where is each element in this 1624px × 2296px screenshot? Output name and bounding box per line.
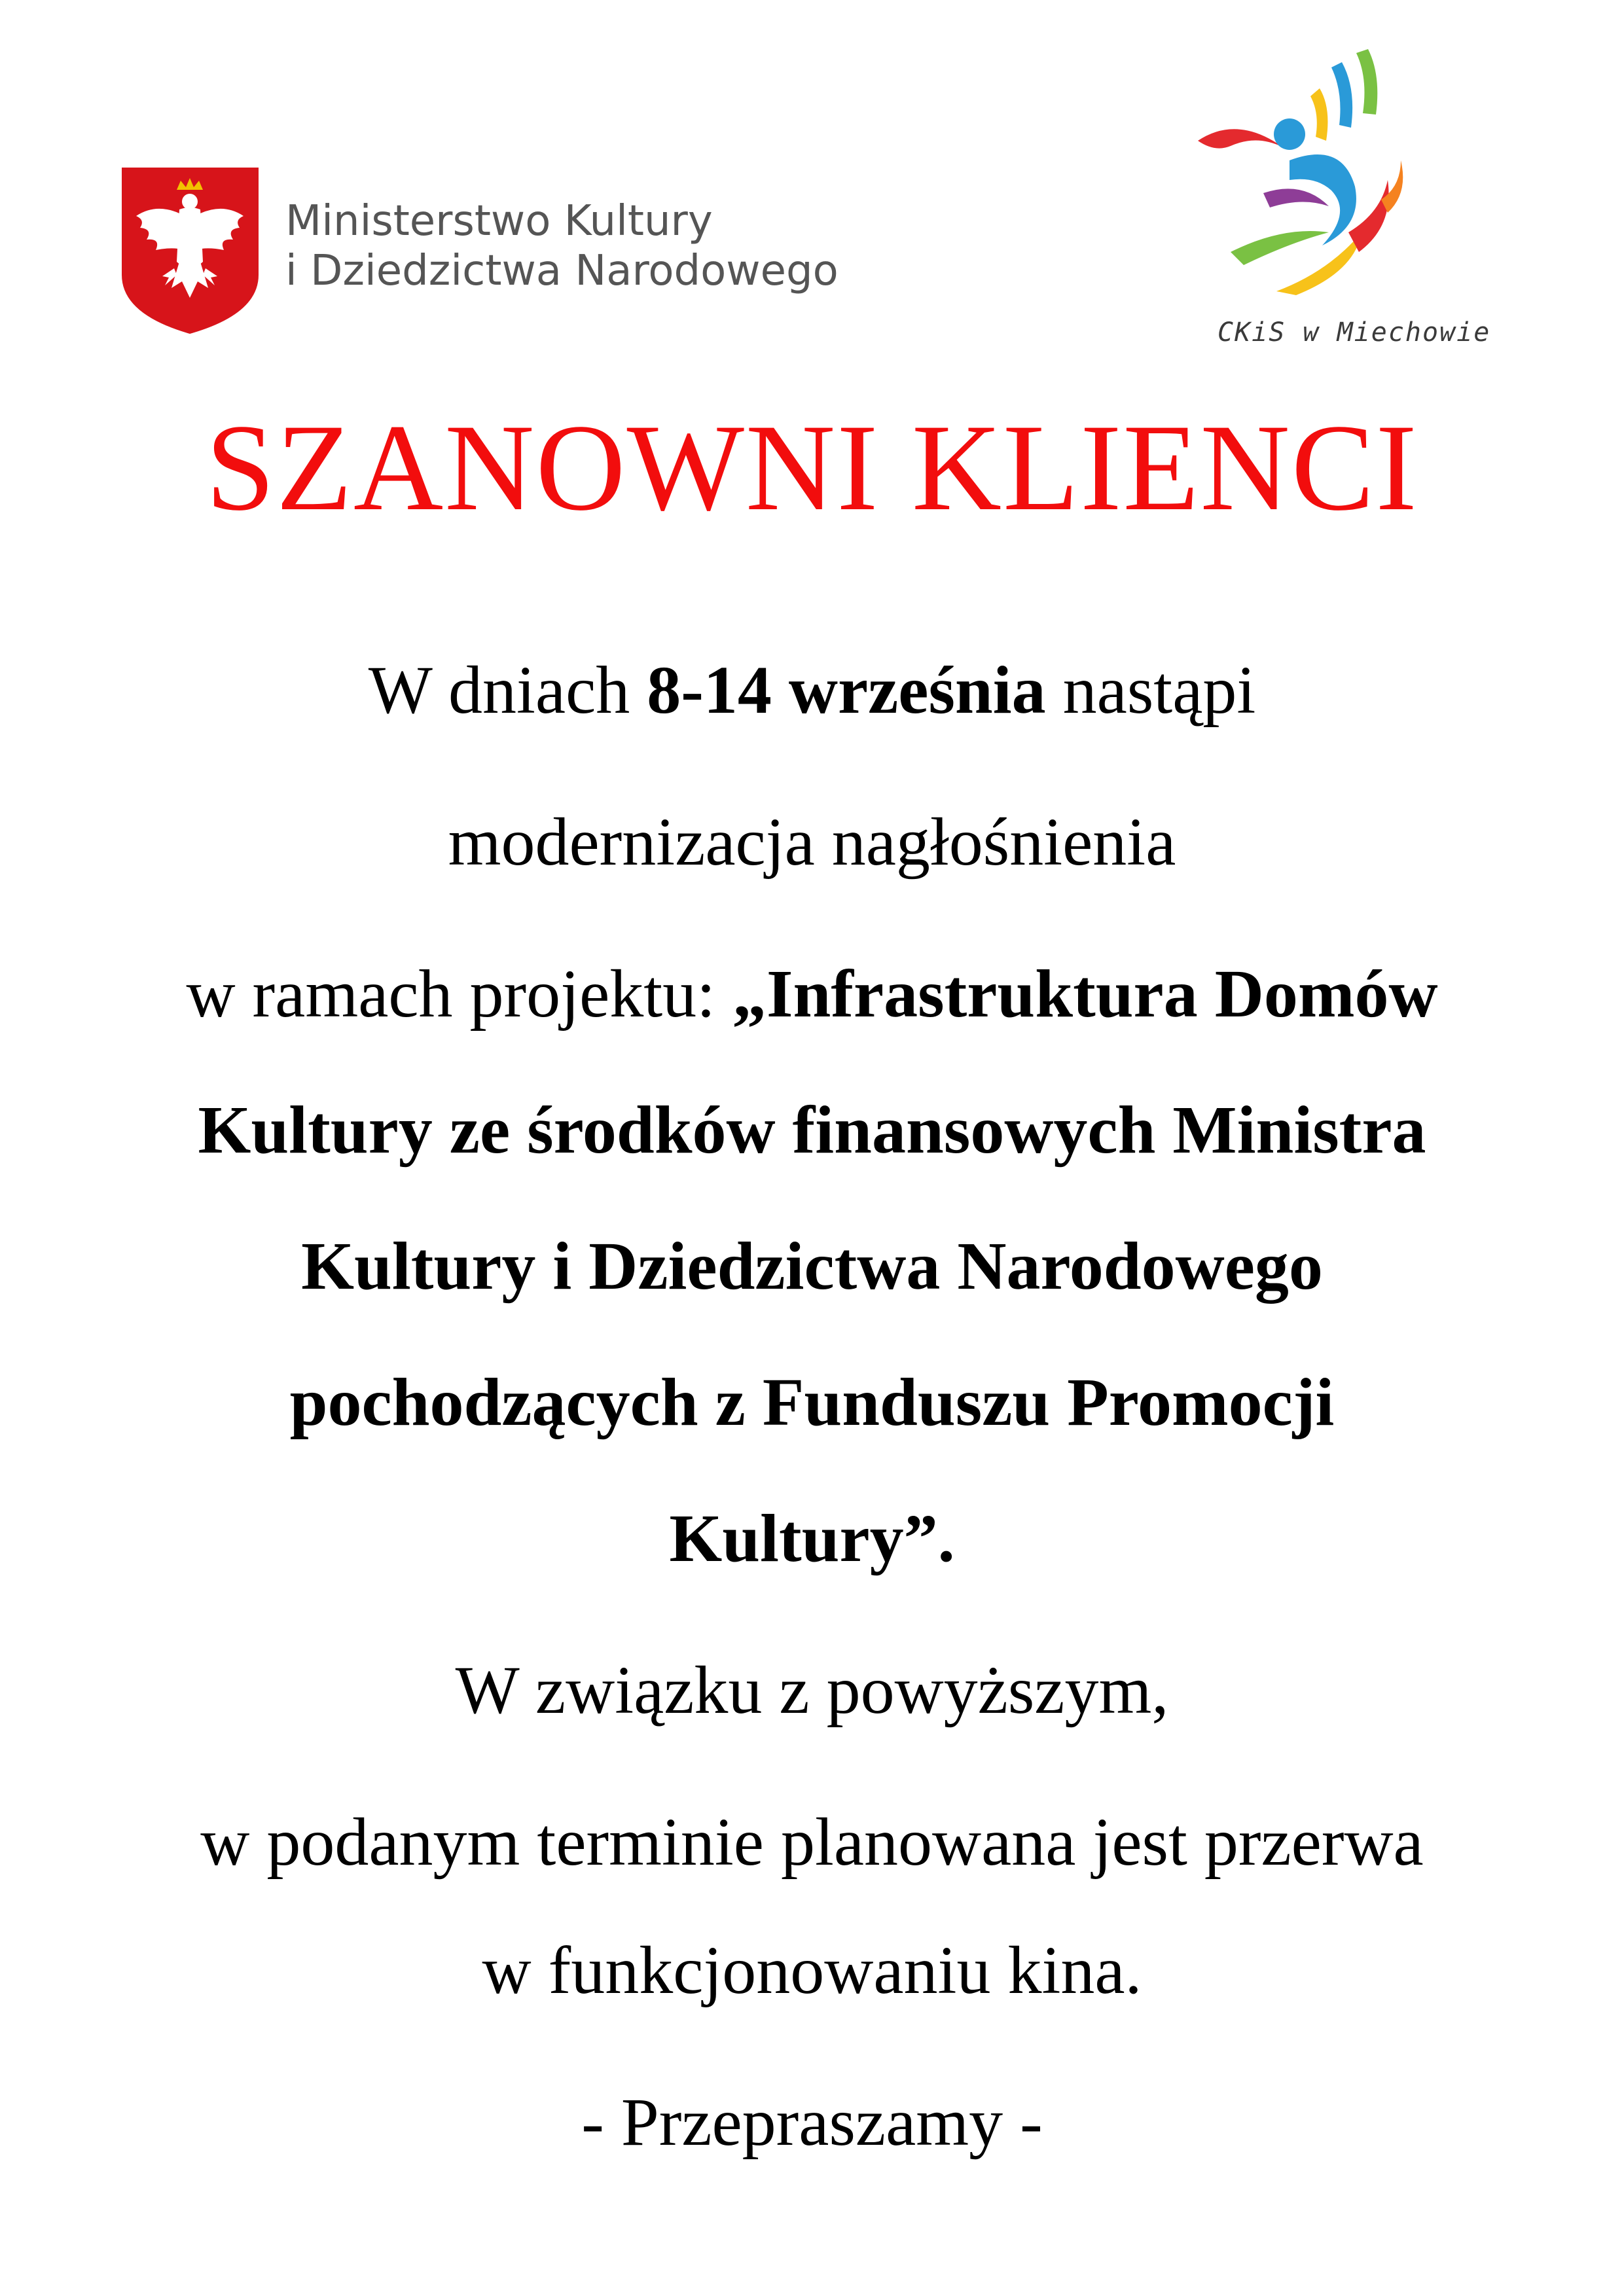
closing-line: - Przepraszamy - xyxy=(581,2085,1043,2160)
body-text-segment: w ramach projektu: xyxy=(186,956,733,1031)
body-line: w funkcjonowaniu kina. xyxy=(482,1933,1142,2008)
page-header xyxy=(0,0,1624,367)
announcement-body xyxy=(79,645,1545,2168)
project-name-bold: „Infrastruktura Domów xyxy=(732,956,1438,1031)
body-line: w podanym terminie planowana jest przerwa xyxy=(200,1804,1424,1880)
page-title: SZANOWNI KLIENCI xyxy=(206,399,1418,537)
ministry-name-line2: i Dziedzictwa Narodowego xyxy=(285,247,839,295)
polish-eagle-icon xyxy=(117,164,264,337)
body-text-segment: W dniach xyxy=(368,653,647,728)
body-line-bold xyxy=(79,1085,1545,1176)
body-line-project xyxy=(79,948,1545,1040)
ckis-logo xyxy=(1178,36,1491,363)
body-line-dates xyxy=(79,645,1545,736)
body-text-segment: nastąpi xyxy=(1045,653,1256,728)
dancing-figure-icon xyxy=(1191,36,1407,298)
body-line-bold xyxy=(79,1357,1545,1448)
ministry-name-line1: Ministerstwo Kultury xyxy=(285,197,713,245)
body-line-bold xyxy=(79,1493,1545,1585)
body-line: modernizacja nagłośnienia xyxy=(448,804,1176,880)
dates-bold: 8-14 września xyxy=(647,653,1046,728)
project-name-bold: Kultury”. xyxy=(669,1501,955,1576)
project-name-bold: pochodzących z Funduszu Promocji xyxy=(289,1365,1335,1440)
ministry-logo xyxy=(117,164,863,340)
body-line-bold xyxy=(79,1221,1545,1312)
body-line: W związku z powyższym, xyxy=(455,1653,1169,1728)
ministry-name xyxy=(285,196,839,296)
project-name-bold: Kultury i Dziedzictwa Narodowego xyxy=(301,1229,1323,1304)
ckis-caption: CKiS w Miechowie xyxy=(1218,317,1491,348)
project-name-bold: Kultury ze środków finansowych Ministra xyxy=(198,1092,1426,1168)
